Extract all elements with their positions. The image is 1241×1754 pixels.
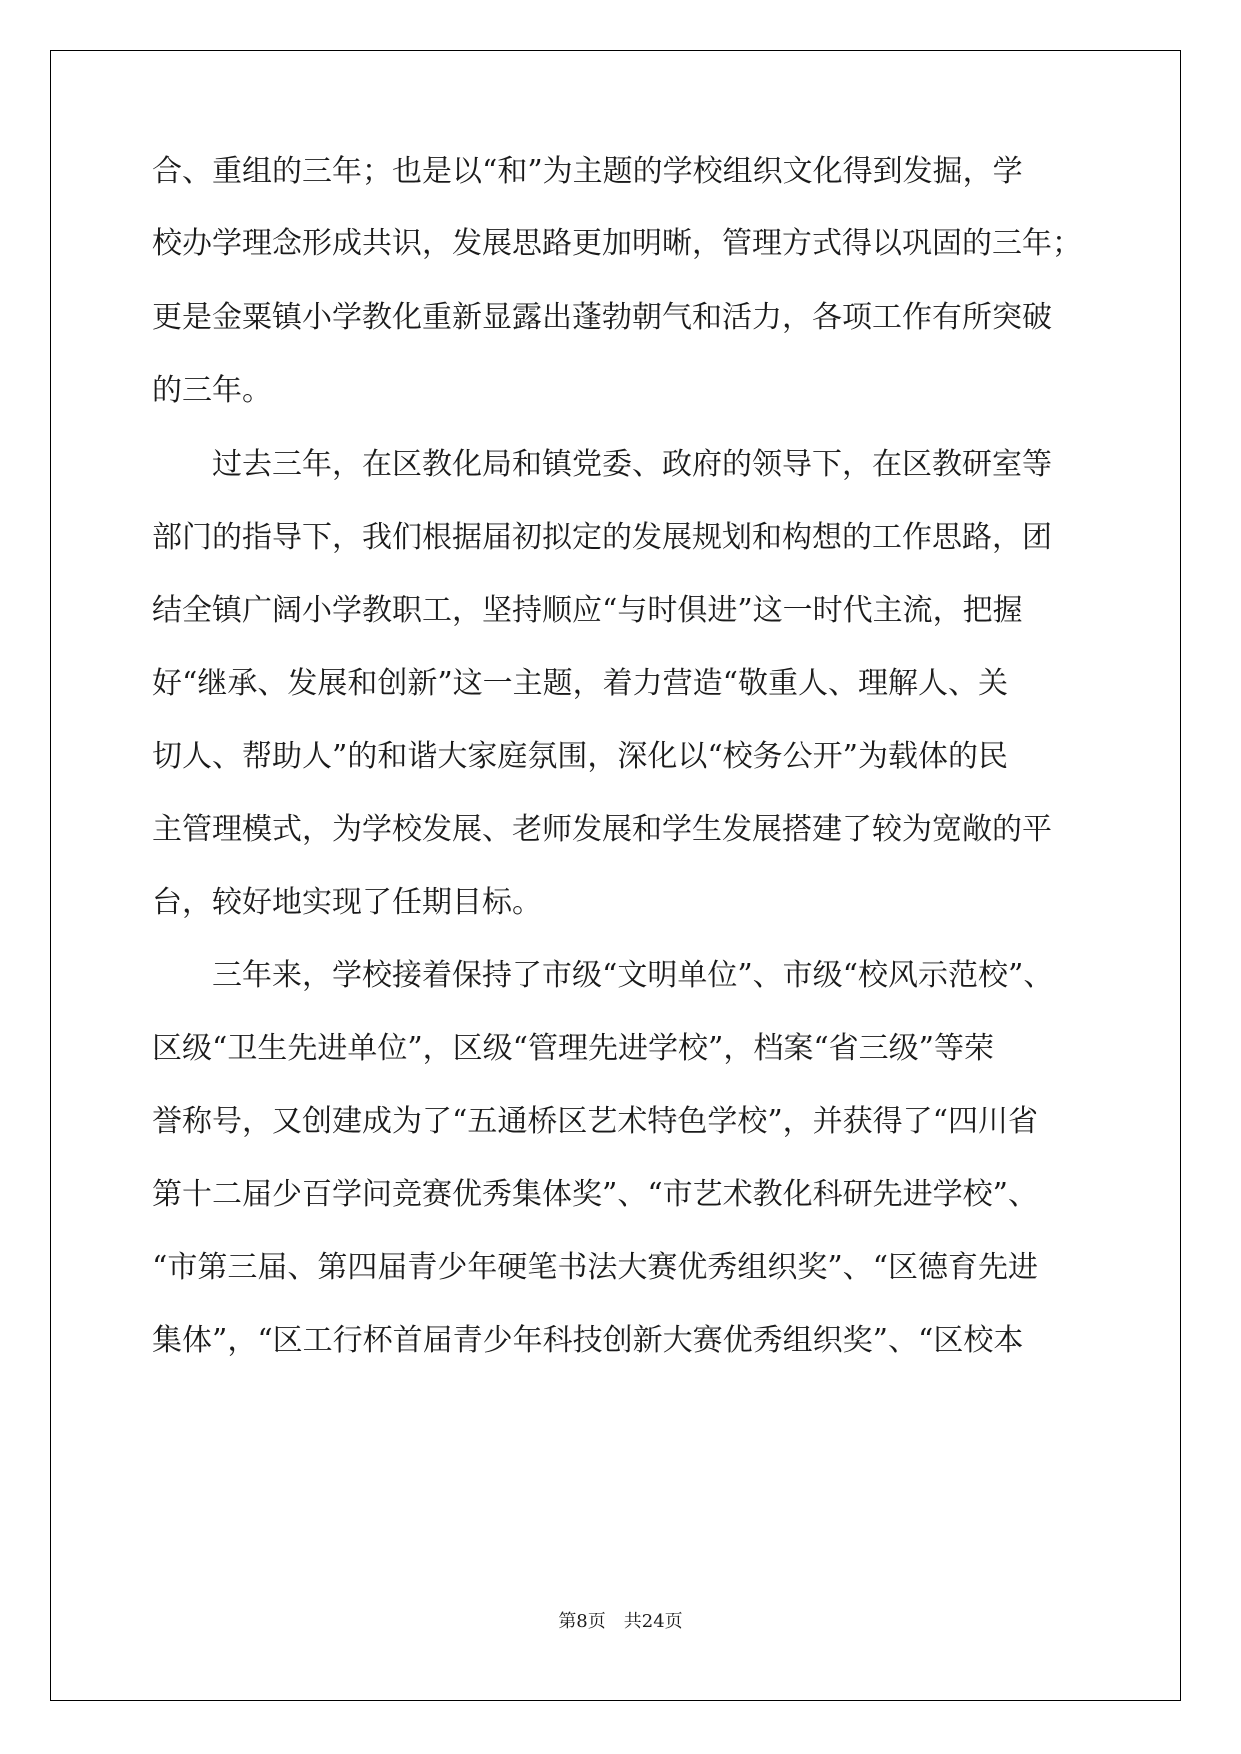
body-line: 的三年。 — [152, 373, 272, 408]
body-line: “市第三届、第四届青少年硬笔书法大赛优秀组织奖”、“区德育先进 — [152, 1250, 1039, 1285]
body-line: 台，较好地实现了任期目标。 — [152, 885, 542, 920]
body-line: 校办学理念形成共识，发展思路更加明晰，管理方式得以巩固的三年； — [152, 226, 1082, 261]
body-line: 三年来，学校接着保持了市级“文明单位”、市级“校风示范校”、 — [152, 958, 1054, 993]
body-line: 好“继承、发展和创新”这一主题，着力营造“敬重人、理解人、关 — [152, 666, 1009, 701]
body-line: 更是金粟镇小学教化重新显露出蓬勃朝气和活力，各项工作有所突破 — [152, 300, 1052, 335]
body-line: 部门的指导下，我们根据届初拟定的发展规划和构想的工作思路，团 — [152, 520, 1052, 555]
page-number: 第8页 共24页 — [558, 1611, 683, 1632]
body-line: 结全镇广阔小学教职工，坚持顺应“与时俱进”这一时代主流，把握 — [152, 593, 1023, 628]
body-line: 合、重组的三年；也是以“和”为主题的学校组织文化得到发掘，学 — [152, 154, 1023, 189]
body-line: 第十二届少百学问竞赛优秀集体奖”、“市艺术教化科研先进学校”、 — [152, 1177, 1039, 1212]
body-line: 集体”，“区工行杯首届青少年科技创新大赛优秀组织奖”、“区校本 — [152, 1323, 1024, 1358]
body-line: 誉称号，又创建成为了“五通桥区艺术特色学校”，并获得了“四川省 — [152, 1104, 1039, 1139]
body-line: 切人、帮助人”的和谐大家庭氛围，深化以“校务公开”为载体的民 — [152, 739, 1009, 774]
body-line: 主管理模式，为学校发展、老师发展和学生发展搭建了较为宽敞的平 — [152, 812, 1052, 847]
body-line: 区级“卫生先进单位”，区级“管理先进学校”，档案“省三级”等荣 — [152, 1031, 995, 1066]
body-line: 过去三年，在区教化局和镇党委、政府的领导下，在区教研室等 — [152, 447, 1052, 482]
